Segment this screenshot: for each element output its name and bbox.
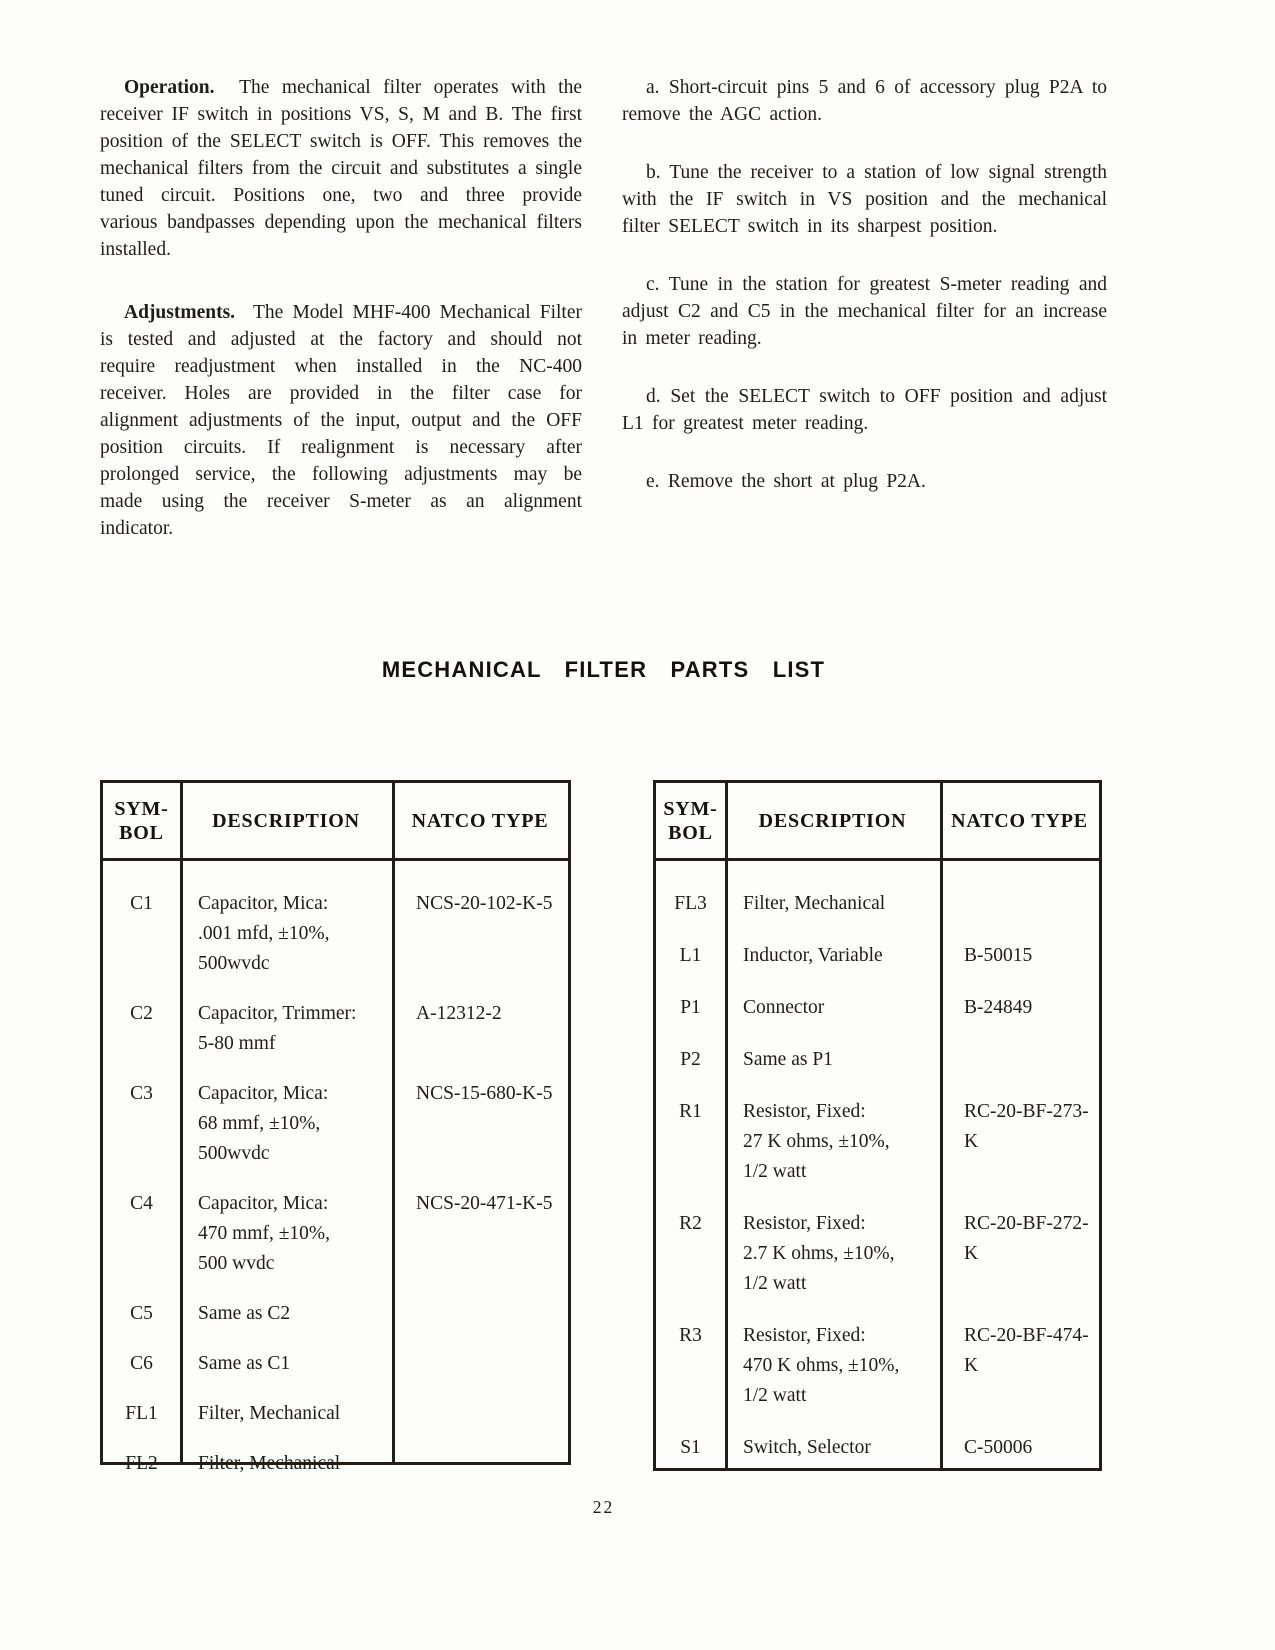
step-d (622, 383, 1107, 437)
left-text-column (100, 74, 582, 578)
right-text-column (622, 74, 1107, 526)
step-b-text: Tune the receiver to a station of low signal strength with the IF switch in VS position and the mechanical filter SELECT switch in its sharpest position. (622, 162, 1107, 237)
symbol-cell: R3 (679, 1325, 702, 1346)
table-row (103, 1299, 568, 1329)
natco-type-cell: RC-20-BF-272-K (964, 1213, 1089, 1264)
description-cell (725, 941, 940, 971)
description-cell (180, 999, 392, 1059)
symbol-cell: R2 (679, 1213, 702, 1234)
description-cell (180, 1299, 392, 1329)
column-divider (180, 783, 183, 1462)
natco-type-cell (392, 1399, 568, 1429)
symbol-cell: S1 (680, 1437, 701, 1458)
table-row (103, 1449, 568, 1479)
natco-type-cell: NCS-15-680-K-5 (416, 1083, 553, 1104)
description-line: Filter, Mechanical (743, 893, 886, 914)
natco-type-cell: NCS-20-471-K-5 (416, 1193, 553, 1214)
step-c-text: Tune in the station for greatest S-meter reading and adjust C2 and C5 in the mechanical filter for an increase in meter reading. (622, 274, 1108, 349)
natco-type-cell: B-50015 (964, 945, 1033, 966)
step-e (622, 468, 1107, 495)
description-line: Connector (743, 997, 825, 1018)
natco-type-cell (392, 1449, 568, 1479)
description-line: 5-80 mmf (198, 1033, 276, 1054)
symbol-cell: P2 (680, 1049, 701, 1070)
operation-body: The mechanical filter operates with the receiver IF switch in positions VS, S, M and B. The first position of the SELECT switch is OFF. This removes the mechanical filters from the circuit and substitutes a single tuned circuit. Positions one, two and three provide various bandpasses depending upon the mechanical filters installed. (100, 77, 582, 260)
step-b (622, 159, 1107, 240)
natco-type-cell: C-50006 (964, 1437, 1033, 1458)
symbol-cell: C4 (130, 1193, 153, 1214)
description-cell (180, 1079, 392, 1169)
description-cell (725, 1433, 940, 1463)
description-column-header: DESCRIPTION (212, 809, 360, 832)
table-body (656, 861, 1099, 1463)
description-line: 500 wvdc (198, 1253, 275, 1274)
step-a-label: a. (646, 77, 660, 98)
symbol-column-header (656, 797, 725, 845)
operation-paragraph (100, 74, 582, 263)
symbol-header-line1: SYM- (663, 797, 718, 820)
adjustments-lead: Adjustments. (124, 302, 236, 323)
description-cell (725, 1097, 940, 1187)
symbol-cell: C6 (130, 1353, 153, 1374)
symbol-cell: L1 (679, 945, 702, 966)
natco-type-cell: A-12312-2 (416, 1003, 502, 1024)
table-row (656, 1209, 1099, 1299)
symbol-cell: R1 (679, 1101, 702, 1122)
step-e-text: Remove the short at plug P2A. (667, 471, 926, 492)
description-line: Inductor, Variable (743, 945, 883, 966)
column-divider (392, 783, 395, 1462)
description-line: 27 K ohms, ±10%, (743, 1131, 890, 1152)
description-cell (725, 1045, 940, 1075)
natco-type-cell: RC-20-BF-474-K (964, 1325, 1089, 1376)
description-line: Same as C1 (198, 1353, 291, 1374)
natco-type-cell: B-24849 (964, 997, 1033, 1018)
table-row (656, 889, 1099, 919)
step-c (622, 271, 1107, 352)
parts-table-right (653, 780, 1102, 1471)
step-d-label: d. (646, 386, 661, 407)
symbol-cell: FL2 (125, 1453, 158, 1474)
description-cell (725, 1321, 940, 1411)
description-cell (725, 1209, 940, 1299)
description-line: 1/2 watt (743, 1273, 807, 1294)
description-line: Capacitor, Mica: (198, 1083, 329, 1104)
description-line: Capacitor, Mica: (198, 1193, 329, 1214)
parts-list-heading: MECHANICAL FILTER PARTS LIST (381, 657, 826, 682)
description-line: 1/2 watt (743, 1161, 807, 1182)
table-row (103, 1079, 568, 1169)
table-header-row (103, 783, 568, 861)
description-line: 68 mmf, ±10%, (198, 1113, 321, 1134)
description-line: Filter, Mechanical (198, 1403, 341, 1424)
column-divider (940, 783, 943, 1468)
natco-type-cell: NCS-20-102-K-5 (416, 893, 553, 914)
symbol-cell: C2 (130, 1003, 153, 1024)
description-cell (725, 889, 940, 919)
adjustments-paragraph (100, 299, 582, 542)
description-line: 1/2 watt (743, 1385, 807, 1406)
description-line: Filter, Mechanical (198, 1453, 341, 1474)
natco-type-cell (940, 1045, 1099, 1075)
table-row (103, 1189, 568, 1279)
natco-type-cell: RC-20-BF-273-K (964, 1101, 1089, 1152)
description-line: 470 mmf, ±10%, (198, 1223, 331, 1244)
symbol-cell: C5 (130, 1303, 153, 1324)
description-line: 2.7 K ohms, ±10%, (743, 1243, 895, 1264)
table-row (103, 1399, 568, 1429)
table-row (103, 889, 568, 979)
table-row (656, 993, 1099, 1023)
description-line: Same as C2 (198, 1303, 291, 1324)
symbol-column-header (103, 797, 180, 845)
step-c-label: c. (646, 274, 660, 295)
table-row (656, 1045, 1099, 1075)
natco-type-cell (392, 1349, 568, 1379)
table-row (656, 941, 1099, 971)
step-a (622, 74, 1107, 128)
symbol-cell: C3 (130, 1083, 153, 1104)
symbol-cell: FL3 (674, 893, 707, 914)
description-cell (180, 1449, 392, 1479)
description-line: Resistor, Fixed: (743, 1101, 866, 1122)
step-b-label: b. (646, 162, 661, 183)
natco-type-column-header: NATCO TYPE (411, 809, 549, 832)
description-line: Capacitor, Trimmer: (198, 1003, 357, 1024)
description-line: Capacitor, Mica: (198, 893, 329, 914)
description-line: Resistor, Fixed: (743, 1325, 866, 1346)
table-row (103, 999, 568, 1059)
table-row (656, 1321, 1099, 1411)
column-divider (725, 783, 728, 1468)
description-line: Resistor, Fixed: (743, 1213, 866, 1234)
description-line: .001 mfd, ±10%, (198, 923, 330, 944)
table-body (103, 861, 568, 1479)
step-a-text: Short-circuit pins 5 and 6 of accessory plug P2A to remove the AGC action. (622, 77, 1107, 125)
description-cell (180, 1399, 392, 1429)
description-cell (180, 1189, 392, 1279)
symbol-cell: C1 (130, 893, 153, 914)
description-cell (180, 889, 392, 979)
description-line: 470 K ohms, ±10%, (743, 1355, 900, 1376)
description-line: Switch, Selector (743, 1437, 871, 1458)
symbol-header-line2: BOL (119, 821, 164, 844)
step-d-text: Set the SELECT switch to OFF position and adjust L1 for greatest meter reading. (622, 386, 1108, 434)
natco-type-column-header: NATCO TYPE (951, 809, 1088, 832)
symbol-cell: FL1 (125, 1403, 158, 1424)
symbol-header-line1: SYM- (114, 797, 169, 820)
table-row (656, 1433, 1099, 1463)
natco-type-cell (392, 1299, 568, 1329)
symbol-cell: P1 (680, 997, 701, 1018)
description-line: Same as P1 (743, 1049, 833, 1070)
description-column-header: DESCRIPTION (758, 809, 907, 832)
description-line: 500wvdc (198, 1143, 270, 1164)
operation-lead: Operation. (124, 77, 215, 98)
table-row (103, 1349, 568, 1379)
description-cell (180, 1349, 392, 1379)
parts-table-left (100, 780, 571, 1474)
step-e-label: e. (646, 471, 660, 492)
symbol-header-line2: BOL (668, 821, 713, 844)
table-header-row (656, 783, 1099, 861)
description-cell (725, 993, 940, 1023)
page-number: 22 (592, 1497, 615, 1517)
table-row (656, 1097, 1099, 1187)
description-line: 500wvdc (198, 953, 270, 974)
adjustments-body: The Model MHF-400 Mechanical Filter is tested and adjusted at the factory and should not require readjustment when installed in the NC-400 receiver. Holes are provided in the filter case for alignment adjustments of the input, output and the OFF position circuits. If realignment is necessary after prolonged service, the following adjustments may be made using the receiver S-meter as an alignment indicator. (100, 302, 582, 539)
natco-type-cell (940, 889, 1099, 919)
